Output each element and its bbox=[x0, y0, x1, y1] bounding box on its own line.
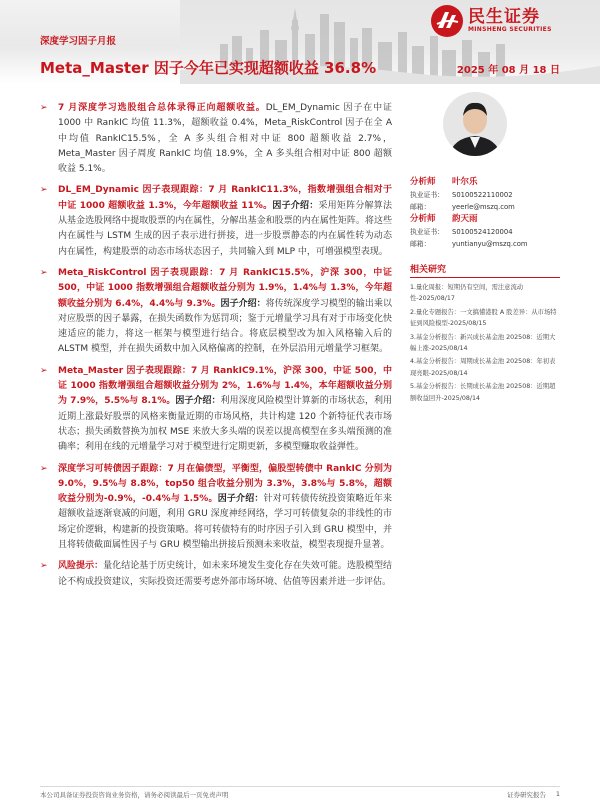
paragraph-intro-label: 因子介绍： bbox=[272, 200, 319, 211]
summary-column bbox=[40, 101, 392, 596]
paragraph-body: 将传统深度学习模型的输出乘以对应股票的因子暴露，在损失函数作为惩罚项；鉴于元增量学习具有对于市场变化快速适应的能力，将这一框架与模型进行结合。将底层模型改为加入风格输入后的 ALSTM 模型，并在损失函数中加入风格偏离的控制，在外层沿用元增量学习框架。 bbox=[58, 298, 392, 355]
related-research-item[interactable]: 2.量化专题报告：一文搞懂港股 A 股差异：从市场特征到风险模型-2025/08/15 bbox=[410, 308, 557, 328]
paragraph-body: 针对可转债传统投资策略近年来超额收益逐渐衰减的问题，利用 GRU 深度神经网络，学习可转债复杂的非线性的市场定价逻辑，构建新的投资策略。将可转债特有的时序因子引入到 GRU 模型中，并且将转债截面属性因子与 GRU 模型输出拼接后预测未来收益，模型表现提升显著。 bbox=[58, 494, 392, 551]
paragraph-highlight: 深度学习可转债因子跟踪：7 月在偏债型，平衡型，偏股型转债中 RankIC 分别为 9.0%，9.5%与 8.8%，top50 组合收益分别为 3.3%，3.8%与 5.8%，超额收益分别为-0.9%，-0.4%与 1.5%。 bbox=[58, 463, 392, 505]
arrow-bullet-icon: ➢ bbox=[40, 365, 48, 376]
paragraph-body: 利用深度风险模型计算新的市场状态，利用近期上涨最好股票的风格来衡量近期的市场风格，共计构建 120 个新特征代表市场状态；损失函数替换为加权 MSE 来放大多头端的误差以提高模型在多头端预测的准确率；利用在线的元增量学习对于模型进行定期更新，多模型赚取收益弹性。 bbox=[58, 396, 392, 453]
footer-doc-type: 证券研究报告 bbox=[507, 791, 546, 799]
logo-chinese-name: 民生证券 bbox=[468, 7, 540, 27]
related-research-item[interactable]: 1.量化周报：短期仍有空间，需注意流动性-2025/08/17 bbox=[410, 284, 524, 303]
analyst-portrait-image bbox=[443, 92, 507, 156]
arrow-bullet-icon: ➢ bbox=[40, 463, 48, 474]
related-research-list bbox=[410, 282, 560, 404]
summary-paragraph bbox=[40, 101, 392, 177]
risk-warning-paragraph bbox=[40, 559, 392, 590]
footer-disclaimer: 本公司具备证券投资咨询业务资格，请务必阅读最后一页免责声明 bbox=[40, 791, 229, 799]
cert-label: 执业证书： bbox=[410, 228, 444, 236]
related-research-item[interactable]: 4.基金分析报告：周期成长基金池 202508：年初表现亮眼-2025/08/14 bbox=[410, 358, 556, 377]
analyst-name: 叶尔乐 bbox=[452, 177, 478, 187]
analyst-email-link[interactable]: yuntianyu@mszq.com bbox=[452, 240, 528, 248]
summary-paragraph bbox=[40, 462, 392, 554]
minsheng-logo bbox=[430, 4, 552, 38]
paragraph-highlight: 风险提示： bbox=[58, 561, 104, 572]
paragraph-highlight: 7 月深度学习选股组合总体录得正向超额收益。 bbox=[58, 103, 266, 113]
analyst-photo bbox=[443, 92, 507, 156]
arrow-bullet-icon: ➢ bbox=[40, 103, 48, 113]
email-label: 邮箱： bbox=[410, 203, 431, 211]
minsheng-logo-icon bbox=[430, 4, 464, 38]
arrow-bullet-icon: ➢ bbox=[40, 561, 48, 572]
paragraph-intro-label: 因子介绍： bbox=[175, 396, 221, 407]
report-type-label: 深度学习因子月报 bbox=[40, 36, 117, 47]
related-research-heading: 相关研究 bbox=[410, 262, 560, 278]
analyst-email-link[interactable]: yeerle@mszq.com bbox=[452, 203, 515, 211]
paragraph-body: 采用矩阵分解算法从基金选股网络中提取股票的内在属性，分解出基金和股票的内在属性矩阵。将这些内在属性与 LSTM 生成的因子表示进行拼接，进一步股票静态的内在属性转为动态内在属性，构建股票的动态市场状态因子，共同输入到 MLP 中，可增强模型表现。 bbox=[58, 200, 392, 257]
page-number: 1 bbox=[555, 790, 560, 798]
email-label: 邮箱： bbox=[410, 240, 431, 248]
sidebar bbox=[410, 92, 560, 406]
summary-paragraph bbox=[40, 364, 392, 456]
arrow-bullet-icon: ➢ bbox=[40, 185, 48, 196]
related-research-item[interactable]: 5.基金分析报告：长期成长基金池 202508：近期超额收益回升-2025/08/14 bbox=[410, 383, 556, 402]
report-title: Meta_Master 因子今年已实现超额收益 36.8% bbox=[40, 59, 377, 77]
analyst-name: 韵天雨 bbox=[452, 214, 478, 224]
paragraph-highlight: Meta_RiskControl 因子表现跟踪：7 月 RankIC15.5%，沪深 300，中证 500，中证 1000 指数增强组合超额收益分别为 1.9%，1.4%与 1.3%，今年超额收益分别为 6.4%，4.4%与 9.3%。 bbox=[58, 267, 392, 309]
related-research-item[interactable]: 3.基金分析报告：新兴成长基金池 202508：近期大幅上涨-2025/08/14 bbox=[410, 333, 556, 353]
analyst-role: 分析师 bbox=[410, 177, 436, 187]
paragraph-body: 量化结论基于历史统计，如未来环境发生变化存在失效可能。选股模型结论不构成投资建议，实际投资还需要考虑外部市场环境、估值等因素并进一步评估。 bbox=[58, 561, 392, 587]
report-header bbox=[0, 0, 600, 84]
summary-paragraph bbox=[40, 183, 392, 259]
summary-paragraph bbox=[40, 266, 392, 358]
cert-number: S0100522110002 bbox=[452, 191, 513, 199]
paragraph-body: DL_EM_Dynamic 因子在中证 1000 中 RankIC 均值 11.3%，超额收益 0.4%，Meta_RiskControl 因子在全 A 中均值 RankIC15.5%，全 A 多头组合相对中证 800 超额收益 2.7%，Meta_Master 因子周度 RankIC 均值 18.9%，全 A 多头组合相对中证 800 超额收益 5.1%。 bbox=[58, 103, 392, 175]
arrow-bullet-icon: ➢ bbox=[40, 267, 48, 278]
analyst-block bbox=[410, 176, 560, 250]
paragraph-highlight: Meta_Master 因子表现跟踪：7 月 RankIC9.1%，沪深 300，中证 500，中证 1000 指数增强组合超额收益分别为 2%，1.6%与 1.4%，本年超额收益分别为 7.9%，5.5%与 8.1%。 bbox=[58, 365, 392, 407]
logo-english-name: MINSHENG SECURITIES bbox=[468, 26, 552, 33]
paragraph-intro-label: 因子介绍： bbox=[217, 494, 264, 505]
analyst-role: 分析师 bbox=[410, 214, 436, 224]
footer-divider bbox=[40, 786, 560, 787]
cert-number: S0100524120004 bbox=[452, 228, 513, 236]
cert-label: 执业证书： bbox=[410, 191, 444, 199]
paragraph-highlight: DL_EM_Dynamic 因子表现跟踪：7 月 RankIC11.3%，指数增强组合相对于中证 1000 超额收益 1.3%，今年超额收益 11%。 bbox=[58, 185, 392, 211]
paragraph-intro-label: 因子介绍： bbox=[220, 298, 266, 309]
report-date: 2025 年 08 月 18 日 bbox=[456, 65, 560, 76]
